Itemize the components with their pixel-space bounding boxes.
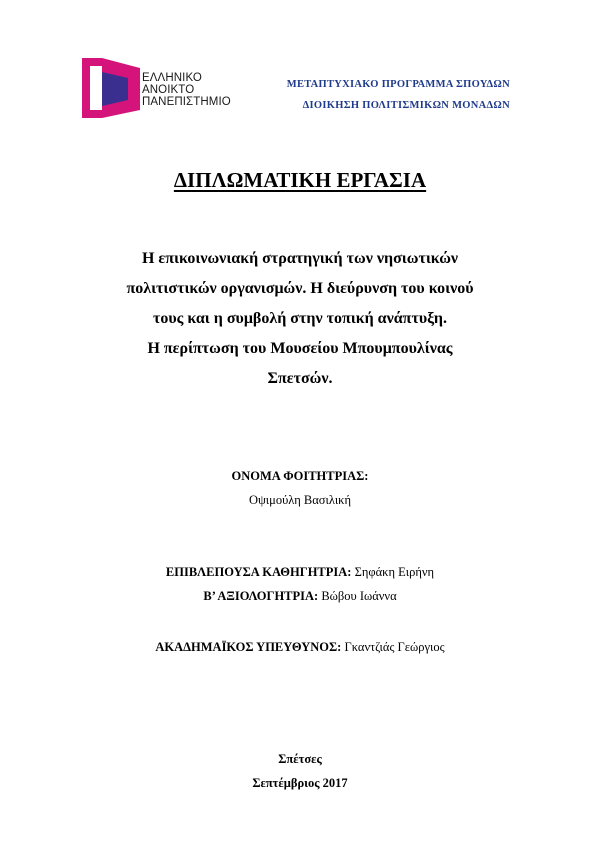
program-heading [287,74,510,116]
thesis-title-line: Η επικοινωνιακή στρατηγική των νησιωτικών [141,250,459,267]
footer-place: Σπέτσες [278,752,322,766]
student-label: ΟΝΟΜΑ ΦΟΙΤΗΤΡΙΑΣ: [231,469,369,483]
footer-date: Σεπτέμβριος 2017 [252,776,348,790]
university-name-line3: ΠΑΝΕΠΙΣΤΗΜΙΟ [142,96,231,108]
program-line2: ΔΙΟΙΚΗΣΗ ΠΟΛΙΤΙΣΜΙΚΩΝ ΜΟΝΑΔΩΝ [302,100,510,111]
thesis-title-line: Η περίπτωση του Μουσείου Μπουμπουλίνας [147,340,453,357]
supervisor-name: Σηφάκη Ειρήνη [354,565,435,579]
program-line1: ΜΕΤΑΠΤΥΧΙΑΚΟ ΠΡΟΓΡΑΜΜΑ ΣΠΟΥΔΩΝ [286,79,510,90]
university-logo [82,58,242,118]
second-evaluator-label: Β’ ΑΞΙΟΛΟΓΗΤΡΙΑ: [203,589,319,603]
document-type-heading: ΔΙΠΛΩΜΑΤΙΚΗ ΕΡΓΑΣΙΑ [173,168,427,192]
thesis-title-line: πολιτιστικών οργανισμών. Η διεύρυνση του κοινού [126,280,474,297]
university-name [142,72,231,108]
student-block [0,464,600,512]
university-logo-mark-icon [82,58,140,118]
footer-block [0,747,600,795]
academic-name: Γκαντζιάς Γεώργιος [344,640,445,654]
university-name-line1: ΕΛΛΗΝΙΚΟ [142,72,202,84]
thesis-title-line: Σπετσών. [267,370,333,387]
academic-block [0,635,600,659]
thesis-title-line: τους και η συμβολή στην τοπική ανάπτυξη. [153,310,447,327]
academic-label: ΑΚΑΔΗΜΑΪΚΟΣ ΥΠΕΥΘΥΝΟΣ: [155,640,342,654]
thesis-title [80,244,520,394]
supervisor-label: ΕΠΙΒΛΕΠΟΥΣΑ ΚΑΘΗΓΗΤΡΙΑ: [165,565,352,579]
university-name-line2: ΑΝΟΙΚΤΟ [142,84,195,96]
second-evaluator-name: Βώβου Ιωάννα [321,589,397,603]
student-name: Οψιμούλη Βασιλική [248,493,352,507]
supervisors-block [0,560,600,608]
